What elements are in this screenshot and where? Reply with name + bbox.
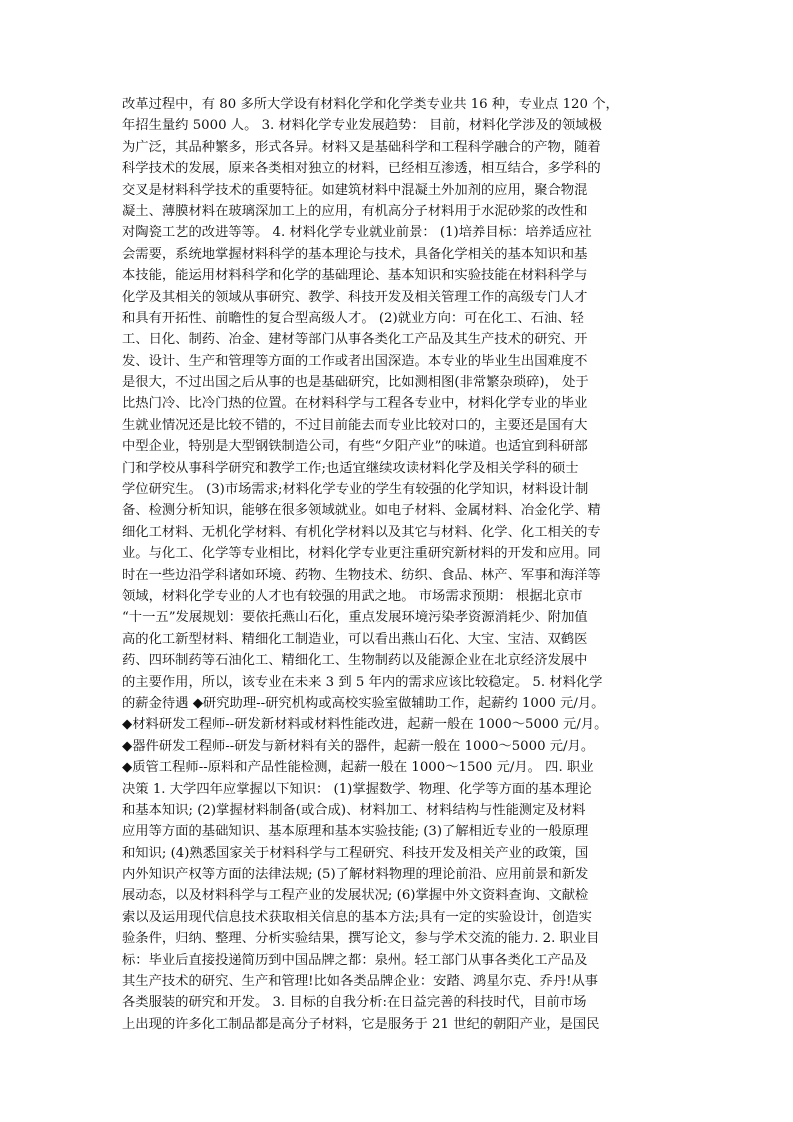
text-line: 科学技术的发展，原来各类相对独立的材料，已经相互渗透，相互结合，多学科的 (122, 161, 601, 177)
text-line: 展动态，以及材料科学与工程产业的发展状况; (6)掌握中外文资料查询、文献检 (122, 888, 589, 904)
text-line: 交叉是材料科学技术的重要特征。如建筑材料中混凝土外加剂的应用，聚合物混 (122, 182, 588, 198)
text-line: 生就业情况还是比较不错的，不过目前能去而专业比较对口的，主要还是国有大 (122, 417, 588, 433)
text-line: 内外知识产权等方面的法律法规; (5)了解材料物理的理论前沿、应用前景和新发 (122, 867, 589, 883)
text-line: 年招生量约 5000 人。 3. 材料化学专业发展趋势： 目前，材料化学涉及的领域极 (122, 118, 602, 134)
text-line: 凝土、薄膜材料在玻璃深加工上的应用，有机高分子材料用于水泥砂浆的改性和 (122, 203, 588, 219)
text-line: 的主要作用，所以，该专业在未来 3 到 5 年内的需求应该比较稳定。 5. 材料化学 (122, 674, 603, 690)
text-line: 中型企业，特别是大型钢铁制造公司，有些“夕阳产业”的味道。也适宜到科研部 (122, 439, 588, 455)
text-line: 标：毕业后直接投递简历到中国品牌之都：泉州。轻工部门从事各类化工产品及 (122, 952, 588, 968)
text-line: 门和学校从事科学研究和教学工作;也适宜继续攻读材料化学及相关学科的硕士 (122, 460, 579, 476)
text-line: 和基本知识; (2)掌握材料制备(或合成)、材料加工、材料结构与性能测定及材料 (122, 802, 586, 818)
text-line: 应用等方面的基础知识、基本原理和基本实验技能; (3)了解相近专业的一般原理 (122, 824, 589, 840)
text-line: 为广泛，其品种繁多，形式各异。材料又是基础科学和工程科学融合的产物，随着 (122, 139, 601, 155)
text-line: 工、日化、制药、冶金、建材等部门从事各类化工产品及其生产技术的研究、开 (122, 332, 588, 348)
text-line: 改革过程中，有 80 多所大学设有材料化学和化学类专业共 16 种，专业点 120 个， (122, 97, 619, 112)
text-line: 本技能，能运用材料科学和化学的基础理论、基本知识和实验技能在材料科学与 (122, 268, 588, 284)
body-text (122, 94, 662, 1035)
text-line: 高的化工新型材料、精细化工制造业，可以看出燕山石化、大宝、宝洁、双鹤医 (122, 631, 588, 647)
text-line: 学位研究生。 (3)市场需求;材料化学专业的学生有较强的化学知识，材料设计制 (122, 482, 589, 498)
text-line: 其生产技术的研究、生产和管理!比如各类品牌企业：安踏、鸿星尔克、乔丹!从事 (122, 974, 599, 990)
text-line: 领域，材料化学专业的人才也有较强的用武之地。 市场需求预期： 根据北京市 (122, 588, 583, 604)
text-line: ◆材料研发工程师--研发新材料或材料性能改进，起薪一般在 1000～5000 元/月。 (122, 717, 608, 733)
text-line: 和具有开拓性、前瞻性的复合型高级人才。 (2)就业方向：可在化工、石油、轻 (122, 310, 584, 326)
text-line: 发、设计、生产和管理等方面的工作或者出国深造。本专业的毕业生出国难度不 (122, 353, 588, 369)
text-line: 索以及运用现代信息技术获取相关信息的基本方法;具有一定的实验设计，创造实 (122, 909, 592, 925)
text-line: 化学及其相关的领域从事研究、教学、科技开发及相关管理工作的高级专门人才 (122, 289, 588, 305)
text-line: “十一五”发展规划：要依托燕山石化，重点发展环境污染孝资源消耗少、附加值 (122, 610, 588, 626)
text-line: 业。与化工、化学等专业相比，材料化学专业更注重研究新材料的开发和应用。同 (122, 546, 601, 562)
text-line: 时在一些边沿学科诸如环境、药物、生物技术、纺织、食品、林产、军事和海洋等 (122, 567, 601, 583)
text-line: ◆器件研发工程师--研发与新材料有关的器件，起薪一般在 1000～5000 元/月。 (122, 738, 595, 754)
text-line: 细化工材料、无机化学材料、有机化学材料以及其它与材料、化学、化工相关的专 (122, 524, 601, 540)
text-line: 药、四环制药等石油化工、精细化工、生物制药以及能源企业在北京经济发展中 (122, 653, 588, 669)
text-line: 备、检测分析知识，能够在很多领域就业。如电子材料、金属材料、冶金化学、精 (122, 503, 601, 519)
text-line: 决策 1. 大学四年应掌握以下知识： (1)掌握数学、物理、化学等方面的基本理论 (122, 781, 592, 797)
text-line: 上出现的许多化工制品都是高分子材料，它是服务于 21 世纪的朝阳产业，是国民 (122, 1016, 600, 1032)
text-line: 的薪金待遇 ◆研究助理--研究机构或高校实验室做辅助工作，起薪约 1000 元/月。 (122, 695, 605, 711)
text-line: 是很大，不过出国之后从事的也是基础研究，比如测相图(非常繁杂琐碎)， 处于 (122, 375, 589, 391)
text-line: 验条件，归纳、整理、分析实验结果，撰写论文，参与学术交流的能力. 2. 职业目 (122, 931, 600, 947)
text-line: 比热门冷、比冷门热的位置。在材料科学与工程各专业中，材料化学专业的毕业 (122, 396, 588, 412)
text-line: 各类服装的研究和开发。 3. 目标的自我分析:在日益完善的科技时代，目前市场 (122, 995, 587, 1011)
text-line: 会需要，系统地掌握材料科学的基本理论与技术，具备化学相关的基本知识和基 (122, 246, 588, 262)
text-line: 和知识; (4)熟悉国家关于材料科学与工程研究、科技开发及相关产业的政策，国 (122, 845, 589, 861)
text-line: 对陶瓷工艺的改进等等。 4. 材料化学专业就业前景： (1)培养目标：培养适应社 (122, 225, 592, 241)
text-line: ◆质管工程师--原料和产品性能检测，起薪一般在 1000～1500 元/月。 四. 职业 (122, 760, 594, 776)
